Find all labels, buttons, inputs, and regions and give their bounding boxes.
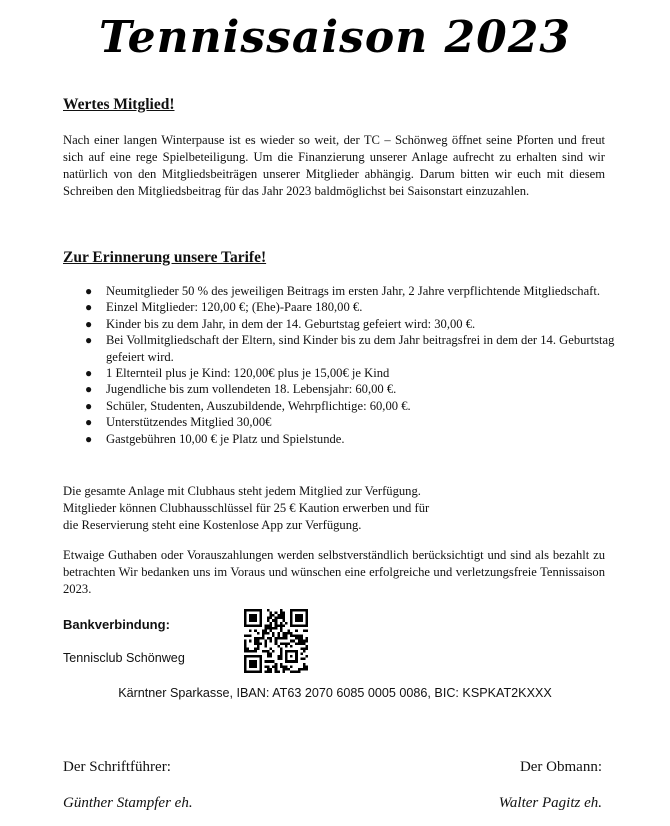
secretary-role: Der Schriftführer: <box>63 759 171 775</box>
secretary-signature: Günther Stampfer eh. <box>63 795 193 811</box>
bullet-icon: ● <box>85 366 93 381</box>
list-item: ● Bei Vollmitgliedschaft der Eltern, sind Kinder bis zu dem Jahr beitragsfrei in dem der 14. Geburtstag gefeiert wird. <box>85 333 615 364</box>
list-item: ● Kinder bis zu dem Jahr, in dem der 14. Geburtstag gefeiert wird: 30,00 €. <box>85 316 476 331</box>
intro-paragraph: Nach einer langen Winterpause ist es wieder so weit, der TC – Schönweg öffnet seine Pforten und freut sich auf eine rege Spielbeteiligung. Um die Finanzierung unserer Anlage aufrecht zu erhalten sind wir natürlich von den Mitgliedsbeiträgen unserer Mitglieder abhängig. Darum bitten wir euch mit diesem Schreiben den Mitgliedsbeitrag für das Jahr 2023 baldmöglichst bei Saisonstart einzuzahlen. <box>63 133 605 198</box>
bullet-icon: ● <box>85 284 93 298</box>
bullet-icon: ● <box>85 415 93 430</box>
list-item: ● Neumitglieder 50 % des jeweiligen Beitrags im ersten Jahr, 2 Jahre verpflichtende Mitgliedschaft. <box>85 284 600 298</box>
greeting-heading: Wertes Mitglied! <box>63 96 175 113</box>
facility-line: Die gesamte Anlage mit Clubhaus steht jedem Mitglied zur Verfügung. <box>63 484 421 498</box>
bullet-icon: ● <box>85 382 93 397</box>
list-item: ● Gastgebühren 10,00 € je Platz und Spielstunde. <box>85 431 345 446</box>
page-title: Tennissaison 2023 <box>98 12 572 63</box>
bullet-icon: ● <box>85 333 93 348</box>
list-item: ● Schüler, Studenten, Auszubildende, Wehrpflichtige: 60,00 €. <box>85 398 411 413</box>
tariffs-heading: Zur Erinnerung unsere Tarife! <box>63 249 267 266</box>
bullet-icon: ● <box>85 316 93 331</box>
facility-line: die Reservierung steht eine Kostenlose App zur Verfügung. <box>63 518 362 532</box>
list-item: ● Jugendliche bis zum vollendeten 18. Lebensjahr: 60,00 €. <box>85 382 397 397</box>
facility-line: Mitglieder können Clubhausschlüssel für 25 € Kaution erwerben und für <box>63 501 430 515</box>
bank-heading: Bankverbindung: <box>63 617 170 632</box>
facility-paragraph <box>63 483 605 534</box>
club-name: Tennisclub Schönweg <box>63 651 185 665</box>
bullet-icon: ● <box>85 300 93 315</box>
list-item: ● Einzel Mitglieder: 120,00 €; (Ehe)-Paare 180,00 €. <box>85 300 363 315</box>
bullet-icon: ● <box>85 431 93 446</box>
chairman-signature: Walter Pagitz eh. <box>498 795 602 811</box>
list-item: ● Unterstützendes Mitglied 30,00€ <box>85 415 272 430</box>
bullet-icon: ● <box>85 398 93 413</box>
qr-code-icon <box>244 609 308 673</box>
chairman-role: Der Obmann: <box>519 759 602 775</box>
bank-details: Kärntner Sparkasse, IBAN: AT63 2070 6085 0005 0086, BIC: KSPKAT2KXXX <box>118 686 552 700</box>
tariffs-list <box>64 283 646 447</box>
list-item: ● 1 Elternteil plus je Kind: 120,00€ plus je 15,00€ je Kind <box>85 366 390 381</box>
closing-paragraph: Etwaige Guthaben oder Vorauszahlungen werden selbstverständlich berücksichtigt und sind als bezahlt zu betrachten Wir bedanken uns im Voraus und wünschen eine erfolgreiche und verletzungsfreie Tennissaison 2023. <box>63 548 605 596</box>
